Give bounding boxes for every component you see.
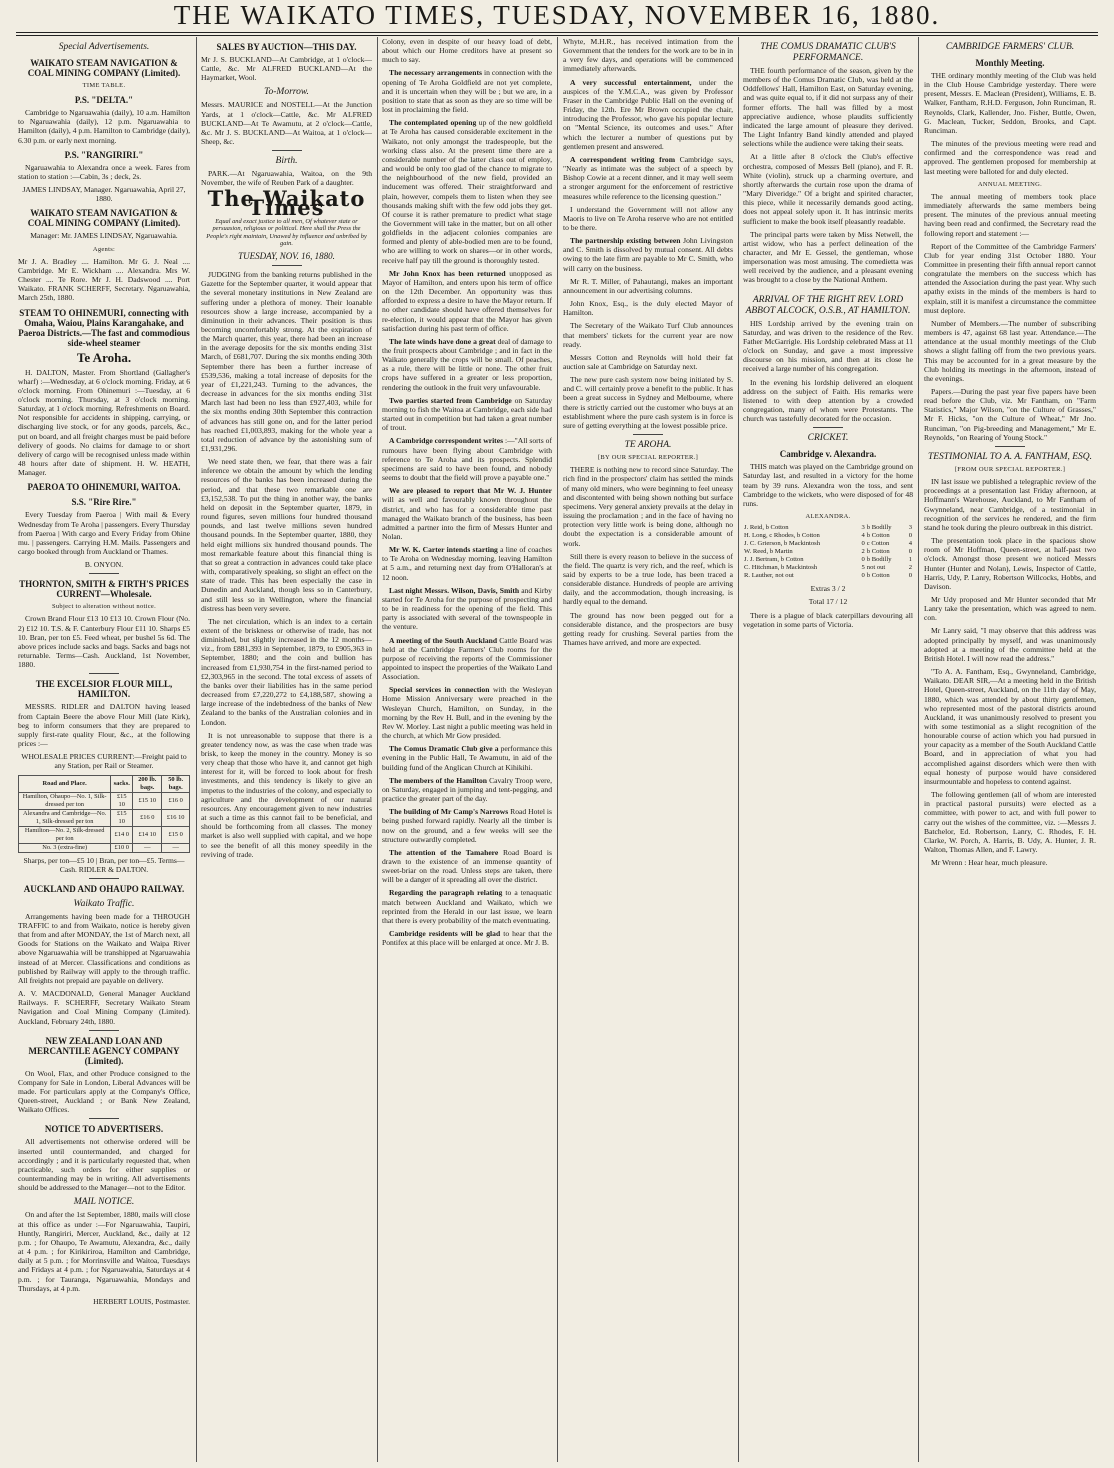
news-item: [382, 848, 552, 885]
table-row: [19, 826, 190, 843]
newspaper-nameplate: The Waikato Times: [207, 185, 366, 220]
cricket-score-table: [743, 524, 913, 580]
table-cell: b Cotton: [866, 532, 890, 540]
te-aroha-byline: [BY OUR SPECIAL REPORTER.]: [597, 454, 699, 462]
news-item-lead: The Comus Dramatic Club give a: [389, 744, 499, 754]
news-item-text: to hear that the Pontifex at this place will be enlarged at once. Mr J. B.: [382, 929, 552, 948]
te-aroha-steamer-name: Te Aroha.: [76, 349, 132, 365]
arrival-paragraph: In the evening his lordship delivered an eloquent address on the subject of Faith. His remarks were listened to with deep attention by a crowded congregation, many of whom were Protestants. The church was tastefully decorated for the occasion.: [743, 377, 913, 424]
news-item-text: Cambridge says, "Nearly as intimate was the subject of a speech by Bishop Cowie at a recent dinner, and it may well seem a stronger argument for the enforcement of restrictive measures while reference to the licensing question.": [563, 154, 733, 201]
news-item: [563, 78, 733, 151]
news-item-lead: The necessary arrangements: [389, 68, 482, 78]
news-item: [382, 776, 552, 803]
flour-price-table: [18, 775, 190, 853]
cricket-paragraph: THIS match was played on the Cambridge ground on Saturday last, and resulted in a victory for the home team by 39 runs. Alexandra won the toss, and sent Cambridge to the wickets, who were disposed of for 48 runs.: [743, 462, 913, 508]
divider: [813, 427, 843, 428]
rangiriri-schedule: Ngaruawahia to Alexandra once a week. Fares from station to station :—Cabin, 3s ; deck, 2s.: [18, 162, 190, 181]
coal-company-title: WAIKATO STEAM NAVIGATION & COAL MINING COMPANY (Limited).: [27, 208, 181, 229]
monthly-meeting-title: Monthly Meeting.: [975, 58, 1045, 68]
table-cell: £16 0: [133, 809, 162, 826]
table-cell: 2: [908, 564, 912, 572]
testimonial-paragraph: IN last issue we published a telegraphic review of the proceedings at a presentation last Friday afternoon, at Hoffmann's Warehouse, Auckland, to Mr Fantham of Gwynneland, near Cambridge, of a testimonial in recognition of the services he rendered, and the firm stand he took during the pleuro outbreak in this district.: [924, 477, 1096, 532]
news-item-lead: A very successful entertainment,: [570, 77, 692, 87]
nz-loan-title: NEW ZEALAND LOAN AND MERCANTILE AGENCY COMPANY (Limited).: [28, 1035, 180, 1066]
table-row: [743, 540, 913, 548]
news-item: [382, 118, 552, 265]
table-cell: Hamilton—No. 2, Silk-dressed per ton: [19, 826, 111, 843]
table-cell: 0: [908, 548, 912, 556]
table-cell: £10 0: [111, 843, 133, 852]
news-item-text: on Saturday morning to fish the Waitoa at Cambridge, each side had started out in competition but had taken a great number of trout.: [382, 395, 552, 433]
table-cell: £15 10: [111, 809, 133, 826]
news-item: [382, 744, 552, 771]
news-item-lead: A meeting of the South Auckland: [389, 635, 498, 645]
news-item-lead: Regarding the paragraph relating: [389, 888, 503, 898]
farmers-club-paragraph: Number of Members.—The number of subscribing members is 47, against 68 last year. Attendance.—The attendance at the usual monthly meetings of the Club shows a slight falling off from the two previous years. This may be accounted for in a great measure by the Club holding its meetings in the afternoon, instead of the evenings.: [924, 318, 1096, 383]
coal-manager: Manager: Mr. JAMES LINDSAY, Ngaruawahia.: [30, 231, 178, 241]
news-paragraph: There is a plague of black caterpillars devouring all vegetation in some parts of Victoria.: [743, 610, 913, 629]
te-aroha-heading: TE AROHA.: [624, 440, 672, 451]
news-item-text: and Kirby started for Te Aroha for the purpose of prospecting and to be in readiness for the opening of the field. This party is associated with several of the townspeople in the venture.: [382, 585, 552, 632]
table-cell: 0: [908, 572, 912, 580]
dateline: TUESDAY, NOV. 16, 1880.: [238, 250, 335, 261]
table-cell: J. Reid, b Cotton: [744, 524, 789, 532]
table-cell: £15 0: [162, 826, 190, 843]
news-item: [382, 685, 552, 740]
te-aroha-paragraph: Still there is every reason to believe in the success of the field. The quartz is very rich, and the reef, which is said by experts to be a true lode, has been traced a considerable distance. Hundreds of people are arriving daily, and the accommodation, though increasing, is hardly equal to the demand.: [563, 551, 733, 607]
column-1: [18, 37, 190, 1462]
delta-schedule: Cambridge to Ngaruawahia (daily), 10 a.m. Hamilton to Ngaruawahia (daily), 12 p.m. Ngaruawahia to Hamilton (daily), 4 p.m. Hamilton to Cambridge (daily), 6.30 p.m. or early next morning.: [18, 108, 190, 145]
manager-signature: JAMES LINDSAY, Manager. Ngaruawahia, April 27, 1880.: [22, 185, 186, 204]
news-item-text: under the auspices of the Y.M.C.A., was given by Professor Fraser in the Cambridge Public Hall on the evening of Friday, the 12th. Ere Mr Brown occupied the chair, introducing the Professor, who gave his popular lecture on "Mental Science, its outcomes and uses." After which the lecturer a number of questions put by gentlemen present and answered.: [563, 77, 733, 151]
news-item: [382, 396, 552, 433]
wholesale-label: WHOLESALE PRICES CURRENT:—Freight paid to any Station, per Rail or Steamer.: [21, 752, 187, 771]
news-item-lead: Mr John Knox has been returned: [389, 268, 506, 278]
divider: [89, 573, 119, 574]
mail-signature: HERBERT LOUIS, Postmaster.: [93, 1296, 190, 1306]
table-row: [743, 524, 913, 532]
table-cell: 0: [861, 572, 865, 580]
motto: Equal and exact justice to all men, Of whatever state or persuasion, religious or political. Here shall the Press the People's right maintain, Unawed by influence and unbribed by gain.: [206, 217, 367, 248]
divider: [89, 1030, 119, 1031]
news-item: [382, 586, 552, 632]
news-item-text: to a tenaquatic match between Auckland and Waikato, which we reprinted from the Herald in our last issue, we learn that there is every probability of the match eventuating.: [382, 888, 552, 925]
news-item-text: John Livingston and C. Smith is dissolved by mutual consent. All debts owing to the late firm are payable to Mr C. Smith, who will carry on the business.: [563, 236, 733, 273]
divider: [995, 446, 1025, 447]
table-header: Road and Place.: [19, 775, 111, 792]
table-cell: b Bodilly: [866, 556, 892, 564]
table-cell: Alexandra and Cambridge—No. 1, Silk-dressed per ton: [19, 809, 111, 826]
table-cell: H. Long, c Rhodes, b Cotton: [744, 532, 820, 540]
testimonial-paragraph: Mr Lanry said, "I may observe that this address was adopted principally by myself, and was unanimously adopted at a meeting of the committee held at the British Hotel. I will now read the address.": [924, 626, 1096, 663]
rire-rire-heading: S.S. "Rire Rire.": [71, 497, 137, 508]
news-paragraph: I understand the Government will not allow any Maoris to live on Te Aroha reserve who are not entitled to be there.: [563, 204, 733, 232]
birth-notice: PARK.—At Ngaruawahia, Waitoa, on the 9th November, the wife of Reuben Park of a daughter.: [201, 169, 372, 188]
cricket-total: Total 17 / 12: [808, 597, 848, 607]
rire-rire-schedule: Every Tuesday from Paeroa | With mail & Every Wednesday from Te Aroha | passengers. Every Thursday from Paeroa | With cargo and Every Friday from Ohine mu. | passengers. Carrying H.M. Mails. Passengers and cargo booked through from Auckland or Thames.: [18, 510, 190, 556]
news-item-lead: We are pleased to report that Mr W. J. Hunter: [389, 486, 552, 496]
table-cell: 2: [861, 548, 865, 556]
news-item-text: in connection with the opening of Te Aroha Goldfield are not yet complete, and it is uncertain when they will be ; but we are, in a position to state that as soon as they are so time will be lost in proclaiming the field.: [382, 68, 552, 115]
column-6: [924, 37, 1096, 1462]
excelsior-title: THE EXCELSIOR FLOUR MILL, HAMILTON.: [35, 679, 173, 700]
news-item: [382, 337, 552, 392]
news-item: [382, 807, 552, 844]
table-header: 200 lb. bags.: [133, 775, 162, 792]
comus-paragraph: The principal parts were taken by Miss Netwell, the artist widow, who has a perfect delineation of the character, and Mr E. Gessel, the gentleman, whose impersonation was most amusing. The comedietta was well received by the audience, and a pleasant evening was brought to a close by the National Anthem.: [743, 229, 913, 285]
table-row: [743, 556, 913, 564]
table-cell: not out: [866, 564, 886, 572]
testimonial-paragraph: Mr Udy proposed and Mr Hunter seconded that Mr Lanry take the presentation, which was agreed to nem. con.: [924, 594, 1096, 623]
leader-paragraph: It is not unreasonable to suppose that there is a greater tendency now, as was the case when trade was brisk, to keep the money in the country. Money is so very cheap that those who have it, and cannot get high interest for it, will be forced to look about for fresh investments, and this tendency is likely to give an impetus to the industries of the colony, and especially to agriculture and the development of our natural resources. Any encouragement given to new industries at such a time as this cannot fail to be beneficial, and should be forthcoming from all classes. The money market is also well supplied with capital, and we hope to see the benefit of all this money speedily in the reviving of trade.: [201, 730, 372, 859]
table-cell: £15 10: [111, 792, 133, 809]
special-advertisements-heading: Special Advertisements.: [58, 42, 150, 52]
testimonial-paragraph: The following gentlemen (all of whom are interested in practical pastoral pursuits) were elected as a committee, with power to act, and with full power to carry out the wishes of the committee, viz. :—Messrs J. Batchelor, Ed. Robertson, Lanry, C. Rhodes, F. H. Clarke, W. Porch, A. Harris, B. Udy, A. Hunter, J. R. Walton, Thomas Allen, and F. Lawry.: [924, 790, 1096, 855]
agents-label: Agents:: [92, 245, 116, 253]
table-row: [19, 843, 190, 852]
testimonial-byline: [FROM OUR SPECIAL REPORTER.]: [954, 465, 1066, 473]
thornton-prices: Crown Brand Flour £13 10 £13 10. Crown Flour (No. 2) £12 10. T.S. & F. Canterbury Flour £11 10. Sharps £5 10. Bran, per ton £5. Feed wheat, per bushel 5s 6d. The above prices include sacks and bags. Sacks and bags not returnable. Terms—Cash. Auckland, 1st November, 1880.: [18, 614, 190, 670]
cricket-team-name: ALEXANDRA.: [805, 513, 851, 521]
table-cell: 1: [908, 556, 912, 564]
column-5: [743, 37, 913, 1462]
news-paragraph: Messrs Cotton and Reynolds will hold their fat auction sale at Cambridge on Saturday next.: [563, 352, 733, 371]
table-cell: b Bodilly: [866, 524, 892, 532]
farmers-club-paragraph: THE ordinary monthly meeting of the Club was held in the Club House Cambridge yesterday. There were present, Messrs. E. Maclean (President), Williams, E. B. Walker, Fantham, R.H.D. Ferguson, John Runciman, R. Reynolds, Clark, Kallender, Jno. Fisher, Buttle, Owen, G. Maclean, Tucker, Seddon, Brooks, and Capt. Runciman.: [924, 71, 1096, 135]
news-item: [563, 155, 733, 201]
table-cell: 5: [861, 564, 865, 572]
table-cell: 4: [908, 540, 912, 548]
news-item: [382, 436, 552, 482]
news-item-text: Road Board is drawn to the existence of an immense quantity of sweet-briar on the road. Unless steps are taken, there will be a danger of it spreading all over the district.: [382, 847, 552, 885]
paeroa-title: PAEROA TO OHINEMURI, WAITOA.: [27, 482, 181, 493]
mail-notice-title: MAIL NOTICE.: [73, 1197, 135, 1208]
divider: [813, 289, 843, 290]
column-2: [201, 37, 372, 1462]
ohinemuri-title: STEAM TO OHINEMURI, connecting with Omaha, Waiou, Plains Karangahake, and Paeroa Districts.—The fast and commodious side-wheel steamer: [18, 307, 190, 348]
news-item-text: will as well and favourably known throughout the district, and who has for a considerable time past managed the Waikato branch of the business, has been admitted a partner into the firm of Messrs Hunter and Nolan.: [382, 495, 552, 541]
news-item-text: Road Hotel is being pushed forward rapidly. Nearly all the timber is now on the ground, and a few weeks will see the structure outwardly completed.: [382, 807, 552, 844]
cricket-extras: Extras 3 / 2: [810, 584, 846, 594]
news-paragraph: The Secretary of the Waikato Turf Club announces that members' tickets for the current year are now ready.: [563, 321, 733, 349]
table-cell: Hamilton, Ohaupo—No. 1, Silk-dressed per ton: [19, 792, 111, 809]
table-cell: 0: [861, 540, 865, 548]
tomorrow-heading: To-Morrow.: [264, 87, 309, 98]
news-item-text: Cavalry Troop were, on Saturday, engaged in jumping and tent-pegging, and practice the greater part of the day.: [382, 775, 552, 804]
table-row: [743, 548, 913, 556]
table-cell: No. 3 (extra-fine): [19, 843, 111, 852]
agents-list: Mr J. A. Bradley .... Hamilton. Mr G. J. Neal .... Cambridge. Mr E. Wickham .... Alexandra. Mrs W. Chester .... Te Rore. Mr J. H. Dadswood .... Port Waikato. FRANK SCHERFF, Secretary. Ngaruawahia, March 25th, 1880.: [18, 256, 190, 303]
column-3: [382, 37, 552, 1462]
arrival-paragraph: HIS Lordship arrived by the evening train on Saturday, and was driven to the residence of the Rev. Father McGarrigle. His Lordship celebrated Mass at 11 o'clock on Sunday, and gave a most impressive discourse on his mission, and then at its close he received a large number of his congregation.: [743, 318, 913, 374]
price-footer: Sharps, per ton—£5 10 | Bran, per ton—£5. Terms—Cash. RIDLER & DALTON.: [23, 855, 185, 874]
masthead: THE WAIKATO TIMES, TUESDAY, NOVEMBER 16, 1880.: [173, 0, 941, 30]
table-header: 50 lb. bags.: [162, 775, 190, 792]
table-row: [19, 792, 190, 809]
table-cell: £16 10: [162, 809, 190, 826]
news-item: [382, 636, 552, 682]
news-item: [382, 269, 552, 333]
rangiriri-heading: P.S. "RANGIRIRI.": [64, 149, 144, 160]
testimonial-heading: TESTIMONIAL TO A. A. FANTHAM, ESQ.: [927, 451, 1093, 462]
notice-advertisers-text: All advertisements not otherwise ordered will be inserted until countermanded, and charged for accordingly ; and it is particularly requested that, when practicable, such orders for either supplies or countermanding may be in writing. All advertisements should be addressed to the Manager—not to the Editor.: [18, 1137, 190, 1193]
table-cell: £15 10: [133, 792, 162, 809]
news-item: [382, 888, 552, 925]
table-cell: —: [162, 843, 190, 852]
table-cell: J. C. Grierson, b Mackintosh: [744, 540, 821, 548]
column-rule: [738, 37, 739, 1462]
news-item-text: a line of coaches to Te Aroha on Wednesday morning, leaving Hamilton at 5 a.m., and returning next day from O'Halloran's at 12 noon.: [382, 545, 552, 582]
mail-notice-text: On and after the 1st September, 1880, mails will close at this office as under :—For Ngaruawahia, Taupiri, Huntly, Rangiriri, Mercer, Auckland, &c., daily at 12 p.m. ; for Ohaupo, Te Awamutu, Alexandra, &c., daily at 4 p.m. ; for Kirikiriroa, Hamilton and Cambridge, daily at 5 p.m. ; for Morrinsville and Waitoa, Tuesdays and Fridays at 4 p.m. ; for Ngaruawahia, Saturdays at 4 p.m. ; for Tauranga, Ngaruawahia, Mondays and Thursdays, at 4 p.m.: [18, 1210, 190, 1293]
news-item-lead: The members of the Hamilton: [389, 775, 488, 785]
steam-navigation-title: WAIKATO STEAM NAVIGATION & COAL MINING COMPANY (Limited).: [27, 58, 181, 78]
news-item-lead: Mr W. K. Carter intends starting: [389, 545, 498, 555]
table-cell: 4: [861, 532, 865, 540]
table-header-row: [19, 775, 190, 792]
masthead-rule-bottom: [16, 35, 1098, 36]
news-item-lead: The building of Mr Camp's Narrows: [389, 807, 509, 817]
news-item-text: with the Wesleyan Home Mission Anniversary were preached in the Wesleyan Church, Hamilton, on Sunday, in the morning by the Rev H. Bull, and in the evening by the Rev W. Morley. Last night a public meeting was held in the church, at which Mr Gow presided.: [382, 685, 552, 741]
nz-loan-text: On Wool, Flax, and other Produce consigned to the Company for Sale in London, Liberal Advances will be made. For particulars apply at the Company's Office, Queen-street, Auckland ; or Bank New Zealand, Waikato Offices.: [18, 1068, 190, 1115]
news-item-lead: The contemplated opening: [389, 118, 477, 128]
sales-by-auction-title: SALES BY AUCTION—THIS DAY.: [216, 42, 357, 52]
news-item-lead: The partnership existing between: [570, 236, 681, 246]
table-cell: £16 0: [162, 792, 190, 809]
leader-paragraph: We need state then, we fear, that there was a fair inference we obtain the amount by which the lending resources of the banks has been increased during the period, and that these two remarkable one are £3,152,538. To put the thing in another way, the banks held on deposit in the September quarter, 1879, in round figures, seven millions four hundred thousand pounds, and last twelve millions seven hundred thousand pounds. In the September quarter, 1880, they held eight millions six hundred thousand pounds. The most remarkable feature about this financial thing is that so great a contraction in advances could take place with, comparatively speaking, so slight an effect on the state of trade. This has been especially the case in Dunedin and Auckland, though less so in Canterbury, and still less so in Wellington, where the financial distress has been very severe.: [201, 457, 372, 613]
news-item-lead: The attention of the Tamahere: [389, 847, 499, 857]
railway-subtitle: Waikato Traffic.: [73, 898, 135, 909]
farmers-club-heading: CAMBRIDGE FARMERS' CLUB.: [945, 42, 1075, 52]
table-cell: c Cotton: [866, 540, 890, 548]
news-item-lead: Last night Messrs. Wilson, Davis, Smith: [389, 585, 520, 595]
rire-signature: B. ONYON.: [84, 560, 124, 570]
news-paragraph: The new pure cash system now being initiated by S. and C. will certainly prove a benefit to the public. It has been a great success in Sydney and Melbourne, where there is strictly carried out the customer who buys at an establishment where the pure cash system is in force is sure of getting everything at the lowest possible price.: [563, 375, 733, 430]
table-cell: R. Lauther, not out: [744, 572, 794, 580]
cricket-heading: CRICKET.: [807, 433, 849, 444]
thornton-subtitle: Subject to alteration without notice.: [51, 603, 157, 611]
news-item: [382, 486, 552, 541]
te-aroha-schedule: H. DALTON, Master. From Shortland (Gallagher's wharf) :—Wednesday, at 6 o'clock morning. Friday, at 6 o'clock morning. From Ohinemuri :—Tuesday, at 6 o'clock morning. Thursday, at 3 o'clock morning. Saturday, at 1 o'clock morning. Refreshments on Board. Not responsible for accidents in shipping, carrying, or discharging live stock, or for any goods, parcels, &c., put on board, and all freight charges must be paid before delivery of goods. No claims for damage to or short delivery of cargo will be recognised unless made within 48 hours after date of shipment. H. W. HEATH, Manager.: [18, 367, 190, 478]
news-item-text: up of the new goldfield at Te Aroha has caused considerable excitement in the Waikato, not only amongst the tradespeople, but the working class also. At the present time there are a considerable number of the latter class out of employ, and would be only too glad of the chance to migrate to the neighbourhood of the new field, provided an inducement was offered. Their straightforward and plain, however, compels them to listen when they see thousands making shift with the few odd jobs they get. Of course it is rather premature to predict what stage the Government will take in the matter, but on all other goldfields in the adjacent colonies companies are formed and plenty of able-bodied men are to be found, who are willing to work on shares—or in other words, receive half pay till the ground is thoroughly tested.: [382, 118, 552, 265]
news-item-lead: A correspondent writing from: [570, 154, 676, 164]
divider: [89, 1118, 119, 1119]
news-paragraph: Whyte, M.H.R., has received intimation from the Government that the tenders for the work are to be in in a very few days, and operations will be commenced immediately afterwards.: [563, 37, 733, 74]
table-cell: C. Hitchman, b Mackintosh: [744, 564, 818, 572]
farmers-club-paragraph: The minutes of the previous meeting were read and confirmed and the correspondence was read and approved. The gentlemen proposed for membership at last meeting were balloted for and duly elected.: [924, 139, 1096, 176]
news-item: [382, 929, 552, 947]
news-item-text: deal of damage to the fruit prospects about Cambridge ; and in fact in the Waikato generally the crops will be small. Of peaches, as a rule, there will be little or none. The other fruit crops have suffered in a greater or less proportion, rendering the outlook in the fruit very unfavourable.: [382, 336, 552, 392]
news-paragraph: John Knox, Esq., is the duly elected Mayor of Hamilton.: [563, 299, 733, 318]
news-item-lead: Two parties started from Cambridge: [389, 395, 512, 405]
news-item: [382, 68, 552, 114]
thornton-title: THORNTON, SMITH & FIRTH'S PRICES CURRENT—Wholesale.: [19, 579, 189, 600]
news-item: [563, 236, 733, 273]
testimonial-paragraph: Mr Wrenn : Hear hear, much pleasure.: [931, 858, 1048, 868]
table-cell: W. Reed, b Martin: [744, 548, 793, 556]
table-cell: b Cotton: [866, 572, 890, 580]
sales-tomorrow: Messrs. MAURICE and NOSTELL—At the Junction Yards, at 1 o'clock—Cattle, &c. Mr ALFRED BUCKLAND—At Te Awamutu, at 2 o'clock—Cattle, &c. Mr J. S. BUCKLAND—At Waitoa, at 1 o'clock—Sheep, &c.: [201, 100, 372, 147]
column-rule: [377, 37, 378, 1462]
leader-paragraph: The net circulation, which is an index to a certain extent of the briskness or otherwise of trade, has not diminished, but slightly increased in the 12 months—viz., from £881,393 in September, 1879, to £905,363 in September, 1880; and the coin and bullion has increased from £1,930,754 in the first-named period to £2,303,965 in the second. The total excess of assets of the banks over their liabilities has in the same period decreased from £7,220,272 to £4,188,587, showing a large increase of the indebtedness of the banks of New Zealand to the banks of the Australian colonies and in London.: [201, 616, 372, 727]
railway-notice: Arrangements having been made for a THROUGH TRAFFIC to and from Waikato, notice is hereby given that from and after MONDAY, the 1st of March next, all Goods for Stations on the Waikato and Waipa River above Ngaruawahia will be transhipped at Ngaruawahia instead of at Mercer. Classifications and conditions as published by Railway will apply to the through traffic. All freights not prepaid are payable on delivery.: [18, 911, 190, 985]
farmers-club-paragraph: The annual meeting of members took place immediately afterwards the same members being present. The minutes of the previous annual meeting having been read and confirmed, the Secretary read the following report and statement :—: [924, 191, 1096, 238]
column-4: [563, 37, 733, 1462]
news-paragraph: Mr R. T. Miller, of Pahautangi, makes an important announcement in our advertising columns.: [563, 276, 733, 295]
comus-paragraph: THE fourth performance of the season, given by the members of the Comus Dramatic Club, was held at the Oddfellows' Hall, Hamilton East, on Saturday evening, and was quite equal to, if it did not surpass any of their former efforts. The hall was filled by a most appreciative audience, whose plaudits sufficiently indicated the large amount of pleasure they derived. The Light Infantry Band kindly attended and played selections while the audience were taking their seats.: [743, 66, 913, 149]
masthead-rule-top: [16, 32, 1098, 33]
railway-signature: A. V. MACDONALD, General Manager Auckland Railways. F. SCHERFF, Secretary Waikato Steam Navigation and Coal Mining Company (Limited). Auckland, February 24th, 1880.: [18, 989, 190, 1026]
news-item: [382, 545, 552, 582]
delta-heading: P.S. "DELTA.": [74, 95, 134, 106]
divider: [89, 878, 119, 879]
table-row: [743, 564, 913, 572]
farmers-club-paragraph: Papers.—During the past year five papers have been read before the Club, viz. Mr Fantham, on "Farm Statistics," Major Wilson, "on the Culture of Grasses," Mr F. Hicks, "on the Culture of Wheat," Mr Jno. Runciman, "on Pig-breeding and Management," Mr E. Reynolds, "on Rearing of Young Stock.": [924, 387, 1096, 442]
comus-heading: THE COMUS DRAMATIC CLUB'S PERFORMANCE.: [760, 42, 896, 63]
table-row: [19, 809, 190, 826]
leader-paragraph: JUDGING from the banking returns published in the Gazette for the September quarter, it would appear that the several monetary institutions in New Zealand are suffering under a plethora of money. Their loanable resources show a large increase, accompanied by a diminution in their advances. Their position is thus becoming uncomfortably strong. At the expiration of the March quarter, this year, there had been an increase in the average deposits for the six months ending 31st March, of £681,707. During the six months ending 30th September there has been a further increase of £539,536, making a total increase of deposits for the year of £1,221,243. Turning to the advances, the decrease in advances for the six months ending 31st March last had been no less than £927,403, while for the six months ending 30th September this contraction of advances has still gone on, and for the latter period has reached £1,003,893, making for the whole year a total reduction of advance by the astonishing sum of £1,931,296.: [201, 270, 372, 453]
news-item-lead: Cambridge residents will be glad: [389, 929, 501, 939]
time-table-label: TIME TABLE.: [82, 82, 126, 89]
table-cell: 3: [861, 524, 865, 532]
news-item-lead: A Cambridge correspondent writes: [389, 436, 504, 446]
table-cell: £14 10: [133, 826, 162, 843]
table-cell: b Cotton: [866, 548, 890, 556]
testimonial-paragraph: The presentation took place in the spacious show room of Mr Hoffman, Queen-street, at half-past two o'clock. Amongst those present we noticed Messrs Hunter (Hunter and Nolan), Lewis, Inspector of Cattle, Harris, Udy, P. Lanry, Robertson Willcocks, Hobbs, and Davison.: [924, 536, 1096, 591]
divider: [272, 265, 302, 266]
table-cell: —: [133, 843, 162, 852]
table-cell: £14 0: [111, 826, 133, 843]
sales-today: Mr J. S. BUCKLAND—At Cambridge, at 1 o'clock—Cattle, &c. Mr ALFRED BUCKLAND—At the Haymarket, Wool.: [201, 55, 372, 83]
testimonial-paragraph: "To A. A. Fantham, Esq., Gwynneland, Cambridge, Waikato. DEAR SIR,—At a meeting held in the British Hotel, Queen-street, Auckland, on the 11th day of May, 1880, which was attended by about thirty gentlemen, who represented most of the pastoral districts around Auckland, it was unanimously resolved to present you with some testimonial as a slight recognition of the honourable course of action which you had pursued in your capacity as a member of the South Auckland Cattle Board, and in appreciation of what you had accomplished against disorders which were then with equal honesty of purpose would have considered insurmountable and hopeless to contend against.: [924, 667, 1096, 786]
te-aroha-paragraph: THERE is nothing new to record since Saturday. The rich find in the prospectors' claim has settled the minds of many old miners, who were beginning to feel uneasy and discontented with being shown nothing but surface specimens. Very general anxiety prevails at the delay in issuing the proclamation ; and in the face of having no protection very little work is being done, although no doubt the expectation is a considerable amount of work.: [563, 465, 733, 548]
news-item-text: :—"All sorts of rumours have been flying about Cambridge with reference to Te Aroha and its prospects. Splendid specimens are said to have been found, and nobody seems to doubt that the field will prove a payable one.": [382, 436, 552, 483]
te-aroha-paragraph: The ground has now been pegged out for a considerable distance, and the prospectors are busy getting ready for crushing. Several parties from the Thames have arrived, and more are expected.: [563, 610, 733, 648]
divider: [89, 673, 119, 674]
table-cell: 3: [908, 524, 912, 532]
divider: [272, 150, 302, 151]
news-item-text: unopposed as Mayor of Hamilton, and enters upon his term of office on the 12th December. An opportunity was thus afforded to express a desire to have the Mayor return. If no other candidate should have offered themselves for re-election, it would appear that the Mayor has given satisfaction during his past term of office.: [382, 268, 552, 333]
column-rule: [557, 37, 558, 1462]
notice-advertisers-title: NOTICE TO ADVERTISERS.: [44, 1124, 164, 1135]
news-item-text: Cattle Board was held at the Cambridge Farmers' Club rooms for the purpose of receiving the reports of the Commissioner appointed to inspect the properties of the Waikato Land Association.: [382, 635, 552, 682]
railway-title: AUCKLAND AND OHAUPO RAILWAY.: [23, 883, 185, 894]
column-rule: [918, 37, 919, 1462]
news-paragraph: Colony, even in despite of our heavy load of debt, about which our Home creditors have at present so much to say.: [382, 37, 552, 65]
table-row: [743, 572, 913, 580]
arrival-heading: ARRIVAL OF THE RIGHT REV. LORD ABBOT ALCOCK, O.S.B., AT HAMILTON.: [745, 294, 911, 316]
cricket-match-title: Cambridge v. Alexandra.: [779, 449, 877, 460]
news-item-lead: Special services in connection: [389, 685, 490, 695]
news-item-text: performance this evening in the Public Hall, Te Awamutu, in aid of the building fund of the Anglican Church at Kihikihi.: [382, 744, 552, 772]
farmers-club-paragraph: Report of the Committee of the Cambridge Farmers' Club for year ending 31st October 1880. Your Committee in presenting their fifth annual report cannot congratulate the members on the success which has attended the Association during the past year. Why such apathy exists in the minds of the members is hard to explain, still it is manifest a circumstance the committee must deplore.: [924, 241, 1096, 315]
table-cell: 0: [861, 556, 865, 564]
excelsior-intro: MESSRS. RIDLER and DALTON having leased from Captain Beere the above Flour Mill (late Kirk), beg to inform consumers that they are prepared to supply first-rate quality Flour, &c., at the following prices :—: [18, 702, 190, 749]
birth-heading: Birth.: [275, 156, 298, 167]
column-rule: [196, 37, 197, 1462]
comus-paragraph: At a little after 8 o'clock the Club's effective orchestra, composed of Messrs Bell (piano), and F. R. White (violin), struck up a charming overture, and shortly afterwards the curtain rose upon the drama of "Mary Diveridge." Of a bright and spirited character, this piece, while it necessarily demands good acting, does not appeal solely upon it. It has intrinsic merits sufficient to make the book itself pleasantly readable.: [743, 152, 913, 226]
table-header: sacks.: [111, 775, 133, 792]
table-cell: J. J. Bertram, b Cotton: [744, 556, 804, 564]
table-cell: 0: [908, 532, 912, 540]
news-item-lead: The late winds have done a great: [389, 336, 496, 346]
table-row: [743, 532, 913, 540]
annual-meeting-heading: ANNUAL MEETING.: [977, 180, 1043, 188]
divider: [633, 434, 663, 435]
